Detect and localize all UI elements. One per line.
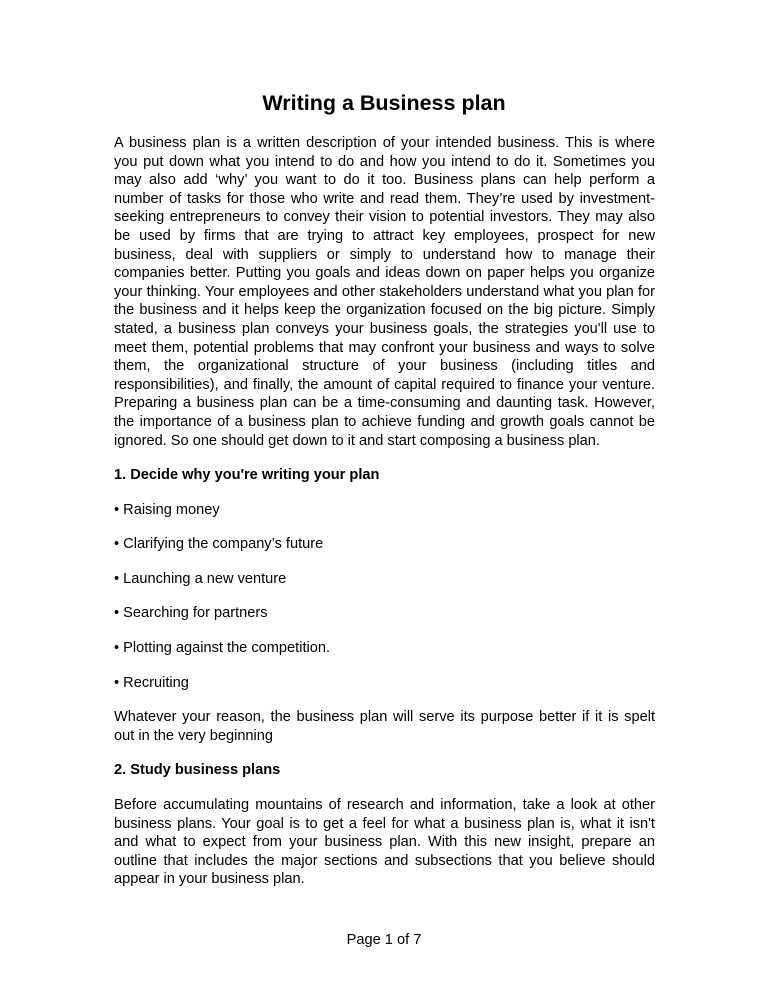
document-title: Writing a Business plan [262,91,506,115]
section-2-heading: 2. Study business plans [114,762,281,779]
section-2-paragraph: Before accumulating mountains of research and information, take a look at other business plans. Your goal is to get a feel for what a business plan is, what it isn't and what to expect from your business plan. With this new insight, prepare an outline that includes the major sections and subsections that you believe should appear in your business plan. [114,797,655,888]
bullet-item: • Launching a new venture [114,570,287,587]
bullet-item: • Searching for partners [114,605,268,622]
document-body [114,134,655,889]
page-number-footer: Page 1 of 7 [346,932,422,948]
bullet-item: • Recruiting [114,674,189,691]
section-1-closing-paragraph: Whatever your reason, the business plan will serve its purpose better if it is spelt out in the very beginning [114,709,655,744]
intro-paragraph: A business plan is a written description of your intended business. This is where you put down what you intend to do and how you intend to do it. Sometimes you may also add ‘why’ you want to do it too. Business plans can help perform a number of tasks for those who write and read them. They’re used by investment-seeking entrepreneurs to convey their vision to potential investors. They may also be used by firms that are trying to attract key employees, prospect for new business, deal with suppliers or simply to understand how to manage their companies better. Putting you goals and ideas down on paper helps you organize your thinking. Your employees and other stakeholders understand what you plan for the business and it helps keep the organization focused on the big picture. Simply stated, a business plan conveys your business goals, the strategies you'll use to meet them, potential problems that may confront your business and ways to solve them, the organizational structure of your business (including titles and responsibilities), and finally, the amount of capital required to finance your venture. Preparing a business plan can be a time-consuming and daunting task. However, the importance of a business plan to achieve funding and growth goals cannot be ignored. So one should get down to it and start composing a business plan. [114,135,655,449]
bullet-item: • Clarifying the company’s future [114,536,324,553]
bullet-item: • Raising money [114,501,220,518]
bullet-item: • Plotting against the competition. [114,640,331,657]
section-1-heading: 1. Decide why you're writing your plan [114,467,380,484]
